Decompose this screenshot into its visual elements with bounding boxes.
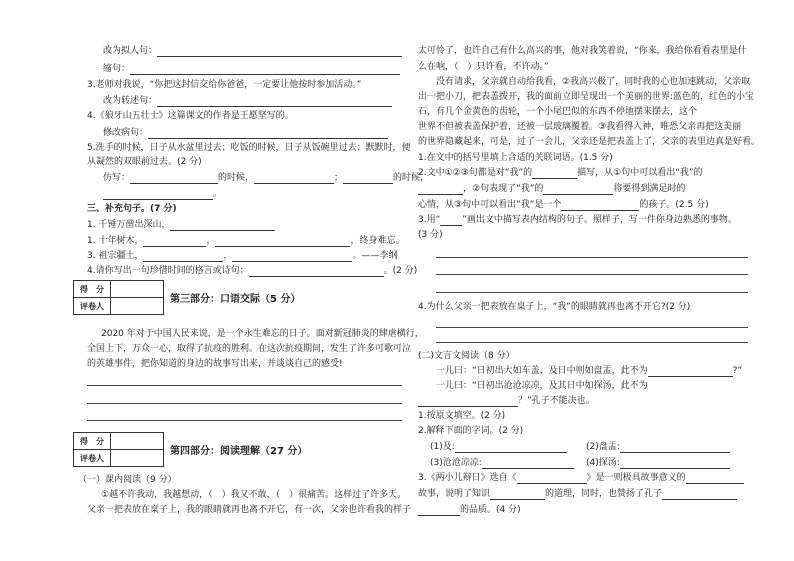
answer-blank[interactable] [143,237,206,247]
answer-line[interactable] [436,274,748,275]
score-box-part4 [73,432,164,467]
answer-line[interactable] [87,385,402,386]
answer-line[interactable] [87,420,402,421]
score-box-part3 [73,280,164,315]
classical-line1 [436,365,742,377]
fill-text: 。——李纲 [352,251,398,261]
classical-line2: 一儿曰：“日初出沧沧凉凉，及其日中如探汤，此不为 [436,381,648,391]
reading-1-line2: 父亲一把表放在桌子上，我的眼睛就再也离不开它，有一次，父亲也许看我的样子 [87,505,412,515]
passage-line6: 世界不但被表盖保护着，还被一层玻璃覆着。③我看得入神，唯恐父亲再把这美丽 [418,122,742,132]
fill-sentence-1 [87,219,275,231]
classical-text: 一儿曰：“日初出大如车盖，及日中则如盘盂，此不为 [436,366,648,376]
q2-text: 描写，从①句中可以看出“我”的 [577,168,703,178]
indirect-speech-line [103,95,392,107]
grader-label: 评卷人 [74,450,111,467]
grader-label: 评卷人 [74,298,111,315]
passage-line3: 没有请求，父亲就自动给我看，②我高兴极了，同时我的心也加速跳动，父亲取 [436,77,751,87]
question-5-line1: 5.洗手的时候，日子从水盆里过去；吃饭的时候，日子从饭碗里过去；默默时，便 [87,143,411,153]
score-label: 得 分 [74,433,111,450]
fill-sentence-2: 1. 十年树木， ， ，终身难忘。 [87,236,405,246]
answer-blank[interactable] [418,506,460,516]
passage-line4: 出一把小刀，把表盖拨开，我的面前立即呈现出一个美丽的世界:蓝色的，红色的小宝 [418,92,755,102]
answer-blank[interactable] [232,252,352,262]
classical-q3-line3 [418,504,521,516]
reading-q2-line1 [418,167,703,179]
answer-line[interactable] [436,257,748,258]
answer-blank[interactable] [143,252,223,262]
passage-line5: 石，有几个金黄色的齿轮，一个小尾巴似的东西不停地摆来摆去，这个 [418,107,698,117]
fill-text: 。(2 分) [383,266,418,276]
q3-text: 故事，说明了知识 [418,489,491,499]
part-3-heading: 第三部分：口语交际（5 分） [170,294,301,305]
reading-q3 [418,214,737,226]
q3-text: 3.《两小儿辩日》选自《 [418,473,517,483]
question-4: 4.《狼牙山五壮士》这篇课文的作者是王愿坚写的。 [87,111,294,121]
passage-line7: 的世界隐藏起来，可是，过了一会儿，父亲还是把表盖上了，父亲的表里边真是好看。 [418,137,761,147]
fill-text: 3. 祖宗疆土， [87,251,144,261]
reading-1-heading: （一）课内阅读（9 分） [78,475,177,485]
personification-label: 改为拟人句： [103,46,158,56]
term-label: (2)盘盂: [586,442,620,452]
answer-line[interactable] [436,342,748,343]
oral-prompt-line3: 的英雄事件，把你知道的身边的故事写出来，并谈谈自己的感受! [87,359,343,369]
classical-reading-heading: (二)文言文阅读（8 分） [418,351,515,361]
fix-sentence-label: 修改病句： [103,128,149,138]
q3-text: 的品质。(4 分) [460,505,521,515]
q3-text: ”画出文中描写表内结构的句子。照样子，写一件你身边熟悉的事物。 [462,215,737,225]
answer-blank[interactable] [418,397,518,407]
answer-blank[interactable] [532,169,577,179]
q2-text: 的孩子。(2.5 分) [639,200,709,210]
answer-blank[interactable] [170,221,275,231]
score-cell[interactable] [111,281,164,298]
grader-cell[interactable] [111,450,164,467]
classical-text: ？”孔子不能决也。 [518,396,595,406]
personification-line [103,45,402,57]
answer-line[interactable] [436,292,748,293]
answer-blank[interactable] [490,490,545,500]
classical-q3-line2 [418,488,737,500]
answer-blank[interactable] [662,490,737,500]
q3-text: 》是一则极具故事意义的 [586,473,686,483]
indirect-speech-label: 改为转述句： [103,96,158,106]
reading-q2-line3 [418,199,709,211]
fill-text: 4.请你写出一句珍惜时间的格言或诗句： [87,266,249,276]
grader-cell[interactable] [111,298,164,315]
question-3: 3.老师对我说，“你把这封信交给你爸爸，一定要让他按时参加活动。” [87,80,362,90]
reading-q2-line2 [418,183,685,195]
oral-prompt-line1: 2020 年对于中国人民来说，是一个永生难忘的日子。面对新冠肺炎的肆虐横行， [101,329,424,339]
answer-blank[interactable] [620,443,730,453]
oral-prompt-line2: 全国上下，万众一心，取得了抗疫的胜利。在这次抗疫期间，发生了许多可歌可泣 [87,344,412,354]
answer-blank[interactable] [103,190,213,200]
imitation-text: 的时候， [393,173,430,183]
imitation-text: ； [334,173,344,183]
classical-text: ?” [732,366,743,376]
answer-blank[interactable] [648,367,733,377]
answer-blank[interactable] [620,459,730,469]
reading-1-line1: ①越不许我动，我越想动，（ ）我又不敢，（ ）很痛苦。这样过了许多天。 [101,490,407,500]
q3-text: 的道理，同时，也赞扬了孔子 [545,489,663,499]
answer-blank[interactable] [157,47,402,57]
part-4-heading: 第四部分：阅读理解（27 分） [170,446,308,457]
answer-line[interactable] [87,403,402,404]
score-label: 得 分 [74,281,111,298]
answer-blank[interactable] [157,97,392,107]
question-5-line2: 从凝然的双眼前过去。(2 分) [87,157,202,167]
term-label: (1)及: [430,442,455,452]
classical-q1: 1.按原文填空。(2 分) [418,411,506,421]
answer-blank[interactable] [249,267,384,277]
q2-text: 心情，从③句中可以看出“我”是一个 [418,200,562,210]
score-cell[interactable] [111,433,164,450]
reading-q1: 1.在文中的括号里填上合适的关联词语。(1.5 分) [418,153,613,163]
answer-blank[interactable] [440,216,462,226]
term-label: (4)探汤: [586,458,620,468]
q2-text: 将要得到满足时的 [613,184,686,194]
fill-text: ，终身难忘。 [350,236,405,246]
answer-blank[interactable] [130,65,400,75]
imitation-text: 的时候， [218,173,255,183]
shorten-line [103,63,400,75]
reading-q4: 4.为什么父亲一把表放在桌子上，“我”的眼睛就再也离不开它?(2 分) [418,302,691,312]
fill-text: 1. 千锤万凿出深山， [87,220,171,230]
period: 。 [213,189,223,199]
classical-q2-items1 [430,441,567,453]
answer-blank[interactable] [455,443,567,453]
fill-sentence-3: 3. 祖宗疆土， ， 。——李纲 [87,251,398,261]
answer-blank[interactable] [482,459,574,469]
term-label: (3)沧沧凉凉: [430,458,482,468]
answer-blank[interactable] [130,174,218,184]
answer-blank[interactable] [215,237,350,247]
answer-blank[interactable] [418,185,463,195]
answer-line[interactable] [436,327,748,328]
passage-line2: 么在响，（ ）只许看，不许动。” [418,62,549,72]
answer-blank[interactable] [686,474,744,484]
imitation-label: 仿写： [103,173,131,183]
fix-sentence-line [103,127,388,139]
passage-line1: 太可怜了，也许自己有什么高兴的事，他对我笑着说，“你来，我给你看看表里是什 [418,46,747,56]
fill-sentence-4 [87,265,417,277]
classical-q3-line1 [418,472,744,484]
answer-blank[interactable] [148,129,388,139]
classical-q2-items2 [586,441,730,453]
answer-blank[interactable] [343,174,393,184]
reading-q3-points: (3 分) [418,230,443,240]
answer-blank[interactable] [561,201,639,211]
answer-blank[interactable] [543,185,613,195]
q2-text: 2.文中①②③句都是对“我”的 [418,168,533,178]
classical-q2: 2.解释下面的字词。(2 分) [418,426,524,436]
answer-blank[interactable] [517,474,587,484]
imitation-line2 [103,188,222,200]
q3-text: 3.用“ [418,215,441,225]
classical-q2-items3 [430,457,574,469]
shorten-label: 缩句： [103,64,131,74]
section-3-heading: 三、补充句子。(7 分) [87,204,177,214]
answer-blank[interactable] [254,174,334,184]
q2-text: ，②句表现了“我”的 [463,184,544,194]
imitation-line [103,172,429,184]
fill-text: 1. 十年树木， [87,236,144,246]
classical-q2-items4 [586,457,730,469]
classical-line3 [418,395,595,407]
